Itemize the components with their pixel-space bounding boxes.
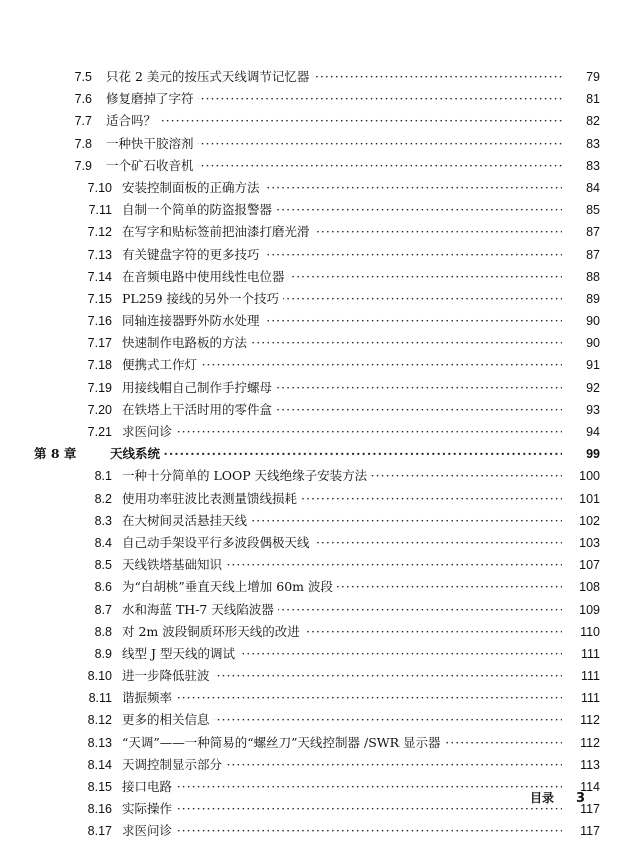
entry-title-leader [122, 399, 562, 421]
entry-page: 112 [580, 713, 600, 728]
entry-page: 108 [579, 580, 600, 595]
entry-page: 113 [580, 757, 600, 772]
entry-number: 7.14 [87, 269, 112, 284]
entry-page: 100 [579, 469, 600, 484]
entry-title: 进一步降低驻波 [122, 668, 214, 683]
toc-entry [40, 532, 600, 554]
entry-title-leader [106, 88, 562, 110]
entry-page: 90 [586, 314, 600, 329]
entry-title-leader [122, 510, 562, 532]
entry-number: 7.11 [88, 203, 112, 218]
entry-page: 109 [579, 602, 600, 617]
entry-number: 8.13 [87, 735, 112, 750]
entry-number: 7.7 [74, 114, 92, 129]
entry-title-leader [110, 443, 562, 465]
entry-title-leader [122, 754, 562, 776]
entry-title: 只花 2 美元的按压式天线调节记忆器 [106, 69, 313, 84]
toc-entry [40, 599, 600, 621]
entry-title: 线型 J 型天线的调试 [122, 646, 239, 661]
entry-number: 8.4 [94, 535, 112, 550]
entry-title-leader [106, 110, 562, 132]
toc-entry [40, 155, 600, 177]
entry-page: 110 [580, 624, 600, 639]
entry-title-leader [122, 798, 562, 820]
entry-number: 8.14 [87, 757, 112, 772]
entry-title-leader [122, 621, 562, 643]
toc-entry [40, 488, 600, 510]
entry-title-leader [122, 488, 562, 510]
entry-number: 8.12 [87, 713, 112, 728]
entry-page: 117 [580, 802, 600, 817]
toc-entry [40, 88, 600, 110]
toc-entry [40, 421, 600, 443]
entry-number: 8.17 [87, 824, 112, 839]
entry-page: 90 [586, 336, 600, 351]
toc-entry [40, 554, 600, 576]
entry-number: 7.20 [87, 402, 112, 417]
entry-title: 一种快干胶溶剂 [106, 136, 198, 151]
toc-entry [40, 687, 600, 709]
entry-title-leader [122, 709, 562, 731]
entry-number: 8.2 [94, 491, 112, 506]
entry-number: 8.8 [94, 624, 112, 639]
entry-title-leader [122, 177, 562, 199]
entry-page: 83 [586, 158, 600, 173]
entry-title-leader [122, 354, 562, 376]
toc-entry [40, 177, 600, 199]
entry-page: 112 [580, 735, 600, 750]
toc-entry [40, 244, 600, 266]
entry-title-leader [106, 133, 562, 155]
entry-title-leader [122, 665, 562, 687]
entry-title-leader [122, 221, 562, 243]
entry-number: 8.6 [94, 580, 112, 595]
toc-entry [40, 465, 600, 487]
entry-title: 适合吗？ [106, 113, 160, 128]
entry-number: 8.10 [87, 669, 112, 684]
toc-entry [40, 510, 600, 532]
entry-title-leader [122, 732, 562, 754]
entry-title-leader [106, 155, 562, 177]
entry-title: 接口电路 [122, 779, 176, 794]
entry-number: 7.21 [87, 425, 112, 439]
entry-number: 7.6 [74, 92, 92, 107]
entry-number: 8.16 [87, 802, 112, 817]
entry-title-leader [122, 532, 562, 554]
entry-title: 一个矿石收音机 [106, 158, 198, 173]
entry-number: 7.8 [74, 136, 92, 151]
entry-page: 103 [579, 535, 600, 550]
entry-number: 7.10 [87, 180, 112, 195]
entry-page: 94 [586, 425, 600, 439]
entry-page: 87 [586, 225, 600, 240]
entry-number: 7.13 [87, 247, 112, 262]
toc-entry [40, 221, 600, 243]
toc-entry [40, 798, 600, 820]
entry-title: 天线系统 [110, 446, 164, 461]
entry-page: 107 [579, 558, 600, 573]
table-of-contents [34, 66, 600, 843]
entry-title: 有关键盘字符的更多技巧 [122, 247, 264, 262]
toc-entry [40, 266, 600, 288]
toc-chapter-entry [34, 443, 600, 465]
entry-number: 7.18 [87, 358, 112, 373]
entry-title: 快速制作电路板的方法 [122, 335, 251, 350]
entry-title: 谐振频率 [122, 690, 176, 705]
entry-title: 同轴连接器野外防水处理 [122, 313, 264, 328]
entry-title-leader [122, 776, 562, 798]
entry-page: 102 [579, 513, 600, 528]
entry-number: 7.16 [87, 314, 112, 329]
entry-number: 8.11 [88, 691, 112, 706]
entry-title: 对 2m 波段铜质环形天线的改进 [122, 624, 304, 639]
toc-entry [40, 377, 600, 399]
entry-number: 第 8 章 [34, 446, 77, 462]
entry-page: 111 [580, 646, 600, 661]
entry-title: 更多的相关信息 [122, 712, 214, 727]
entry-title: 便携式工作灯 [122, 357, 201, 372]
entry-number: 7.9 [74, 158, 92, 173]
entry-page: 88 [586, 269, 600, 284]
toc-entry [40, 709, 600, 731]
entry-title-leader [122, 820, 562, 842]
entry-title: “天调”——一种简易的“螺丝刀”天线控制器 /SWR 显示器 [122, 735, 445, 750]
entry-page: 92 [586, 380, 600, 395]
toc-entry [40, 332, 600, 354]
entry-number: 7.5 [74, 70, 92, 84]
entry-page: 89 [586, 291, 600, 306]
entry-page: 83 [586, 136, 600, 151]
toc-entry [40, 754, 600, 776]
entry-title-leader [122, 599, 562, 621]
entry-title: 为“白胡桃”垂直天线上增加 60m 波段 [122, 579, 337, 594]
entry-page: 93 [586, 402, 600, 417]
page-footer [530, 789, 585, 806]
page-number: 3 [576, 791, 586, 806]
toc-entry [40, 66, 600, 88]
entry-page: 99 [586, 447, 600, 462]
entry-title: 用接线帽自己制作手拧螺母 [122, 380, 276, 395]
toc-entry [40, 199, 600, 221]
entry-title: 使用功率驻波比表测量馈线损耗 [122, 491, 301, 506]
entry-title: 在音频电路中使用线性电位器 [122, 269, 289, 284]
toc-entry [40, 665, 600, 687]
entry-number: 7.19 [87, 380, 112, 395]
entry-title-leader [122, 199, 562, 221]
entry-title-leader [106, 66, 562, 88]
toc-entry [40, 621, 600, 643]
toc-entry [40, 399, 600, 421]
entry-title-leader [122, 266, 562, 288]
entry-number: 7.17 [87, 336, 112, 351]
entry-title: 在铁塔上干活时用的零件盒 [122, 402, 276, 417]
entry-title: 自己动手架设平行多波段偶极天线 [122, 535, 314, 550]
entry-title: 实际操作 [122, 801, 176, 816]
entry-page: 81 [586, 92, 600, 107]
toc-entry [40, 288, 600, 310]
entry-title-leader [122, 465, 562, 487]
entry-page: 82 [586, 114, 600, 129]
entry-title-leader [122, 554, 562, 576]
entry-title: 安装控制面板的正确方法 [122, 180, 264, 195]
footer-label: 目录 [530, 791, 555, 805]
toc-entry [40, 354, 600, 376]
entry-page: 117 [580, 824, 600, 839]
entry-page: 87 [586, 247, 600, 262]
entry-title-leader [122, 643, 562, 665]
toc-entry [40, 776, 600, 798]
entry-number: 7.12 [87, 225, 112, 240]
entry-page: 91 [586, 358, 600, 373]
entry-page: 101 [579, 491, 600, 506]
entry-number: 8.5 [94, 558, 112, 573]
entry-page: 111 [580, 669, 600, 684]
toc-entry [40, 643, 600, 665]
entry-title-leader [122, 687, 562, 709]
toc-entry [40, 576, 600, 598]
toc-entry [40, 820, 600, 842]
entry-page: 111 [580, 691, 600, 706]
entry-title: 求医问诊 [122, 424, 176, 439]
entry-title-leader [122, 377, 562, 399]
entry-title: 修复磨掉了字符 [106, 91, 198, 106]
entry-number: 8.1 [94, 469, 112, 484]
entry-page: 79 [586, 70, 600, 84]
entry-title: 在大树间灵活悬挂天线 [122, 513, 251, 528]
entry-title: PL259 接线的另外一个技巧 [122, 291, 283, 306]
entry-number: 8.3 [94, 513, 112, 528]
entry-page: 114 [580, 780, 600, 794]
entry-title: 求医问诊 [122, 823, 176, 838]
entry-title-leader [122, 421, 562, 443]
toc-entry [40, 110, 600, 132]
entry-title: 水和海蓝 TH-7 天线陷波器 [122, 602, 278, 617]
entry-title: 天调控制显示部分 [122, 757, 226, 772]
entry-title-leader [122, 244, 562, 266]
entry-title: 在写字和贴标签前把油漆打磨光滑 [122, 224, 314, 239]
entry-page: 84 [586, 180, 600, 195]
entry-title-leader [122, 332, 562, 354]
toc-entry [40, 133, 600, 155]
entry-title-leader [122, 288, 562, 310]
entry-page: 85 [586, 203, 600, 218]
entry-number: 8.9 [94, 646, 112, 661]
entry-title-leader [122, 576, 562, 598]
entry-title: 自制一个简单的防盗报警器 [122, 202, 276, 217]
entry-title: 一种十分简单的 LOOP 天线绝缘子安装方法 [122, 468, 371, 483]
toc-entry [40, 310, 600, 332]
entry-title: 天线铁塔基础知识 [122, 557, 226, 572]
entry-number: 7.15 [87, 291, 112, 306]
entry-title-leader [122, 310, 562, 332]
entry-number: 8.15 [87, 780, 112, 794]
entry-number: 8.7 [94, 602, 112, 617]
toc-entry [40, 732, 600, 754]
